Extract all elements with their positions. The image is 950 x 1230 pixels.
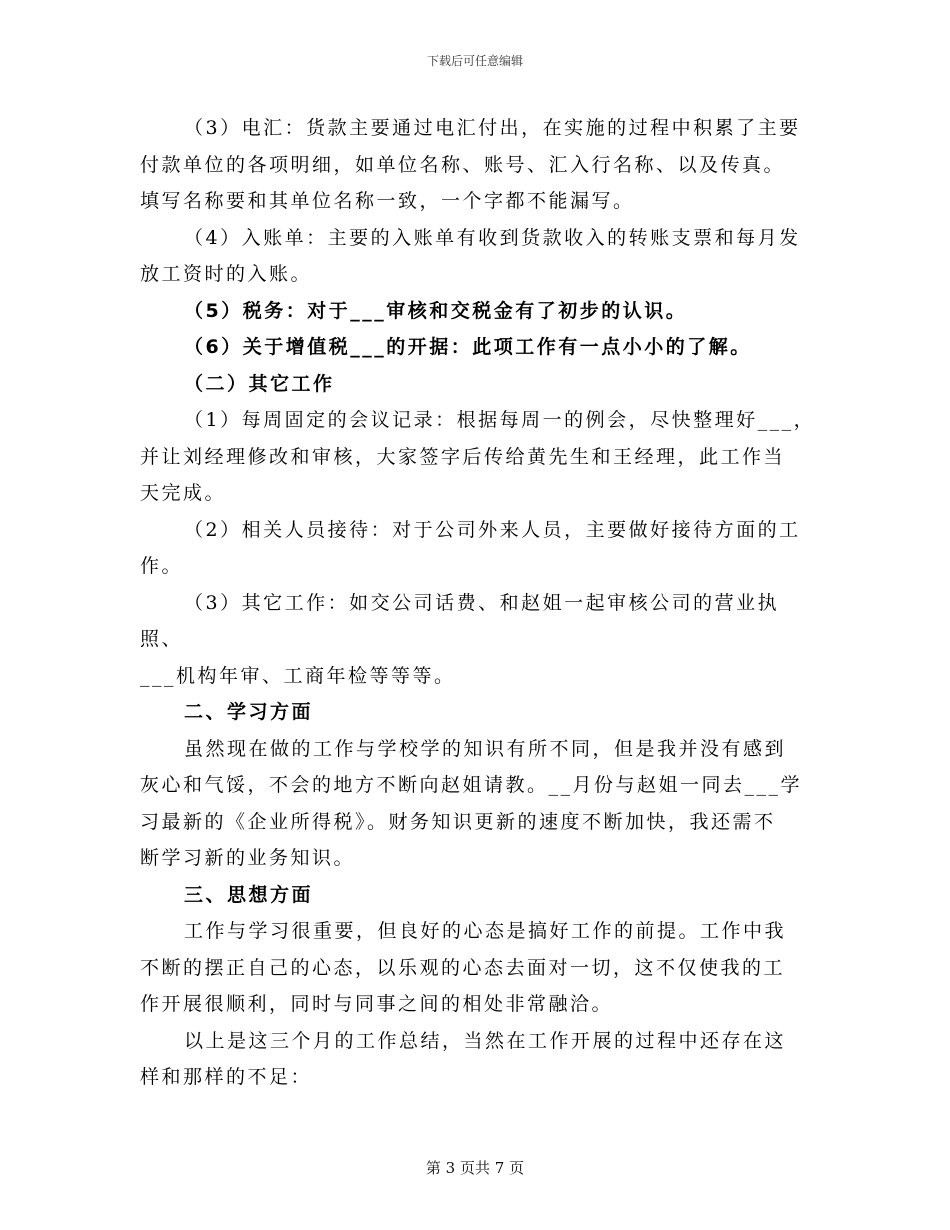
paragraph-line: 样和那样的不足： [140, 1066, 313, 1088]
paragraph-line: 并让刘经理修改和审核，大家签字后传给黄先生和王经理，此工作当 [140, 445, 786, 468]
paragraph-line: 断学习新的业务知识。 [140, 847, 356, 869]
p-tax [140, 293, 820, 330]
p-vat [140, 329, 820, 366]
paragraph-line: 不断的摆正自己的心态，以乐观的心态去面对一切，这不仅使我的工 [140, 956, 786, 979]
paragraph-line: 工作与学习很重要，但良好的心态是搞好工作的前提。工作中我 [184, 920, 787, 942]
paragraph-line: 付款单位的各项明细，如单位名称、账号、汇入行名称、以及传真。 [140, 153, 786, 176]
p-misc [140, 585, 820, 695]
paragraph-line: 二、学习方面 [184, 701, 314, 723]
paragraph-line: （2）相关人员接待：对于公司外来人员，主要做好接待方面的工 [184, 518, 801, 541]
paragraph-line: 放工资时的入账。 [140, 263, 313, 285]
paragraph-line: 填写名称要和其单位名称一致，一个字都不能漏写。 [140, 190, 635, 212]
p-summary [140, 1023, 820, 1096]
paragraph-line: （二）其它工作 [184, 372, 335, 395]
paragraph-line: 虽然现在做的工作与学校学的知识有所不同，但是我并没有感到 [184, 737, 787, 760]
paragraph-line: （1）每周固定的会议记录：根据每周一的例会，尽快整理好___， [184, 409, 816, 431]
paragraph-line: 作。 [140, 555, 184, 577]
page-header: 下载后可任意编辑 [426, 54, 523, 68]
p-entry-slip [140, 220, 820, 293]
p-thought-heading [140, 877, 820, 914]
p-study [140, 731, 820, 877]
p-meeting-minutes [140, 402, 820, 512]
paragraph-line: （3）电汇：货款主要通过电汇付出，在实施的过程中积累了主要 [184, 117, 801, 139]
p-wire-transfer [140, 110, 820, 220]
paragraph-line: （3）其它工作：如交公司话费、和赵姐一起审核公司的营业执照、 [140, 591, 780, 650]
p-thought [140, 913, 820, 1023]
paragraph-line: 习最新的《企业所得税》。财务知识更新的速度不断加快，我还需不 [140, 810, 776, 833]
paragraph-line: （5）税务：对于___审核和交税金有了初步的认识。 [184, 299, 688, 322]
paragraph-line: 灰心和气馁，不会的地方不断向赵姐请教。__月份与赵姐一同去___学 [140, 774, 803, 796]
p-reception [140, 512, 820, 585]
paragraph-line: 天完成。 [140, 482, 227, 504]
paragraph-line: （6）关于增值税___的开据：此项工作有一点小小的了解。 [184, 336, 752, 358]
paragraph-line: 作开展很顺利，同时与同事之间的相处非常融洽。 [140, 993, 614, 1015]
paragraph-line: ___机构年审、工商年检等等等。 [140, 664, 456, 687]
p-other-work-heading [140, 366, 820, 403]
p-study-heading [140, 694, 820, 731]
paragraph-line: 三、思想方面 [184, 883, 314, 906]
paragraph-line: 以上是这三个月的工作总结，当然在工作开展的过程中还存在这 [184, 1029, 787, 1052]
document-body [140, 110, 820, 1096]
paragraph-line: （4）入账单：主要的入账单有收到货款收入的转账支票和每月发 [184, 226, 801, 249]
page-number-footer: 第 3 页共 7 页 [425, 1159, 525, 1177]
